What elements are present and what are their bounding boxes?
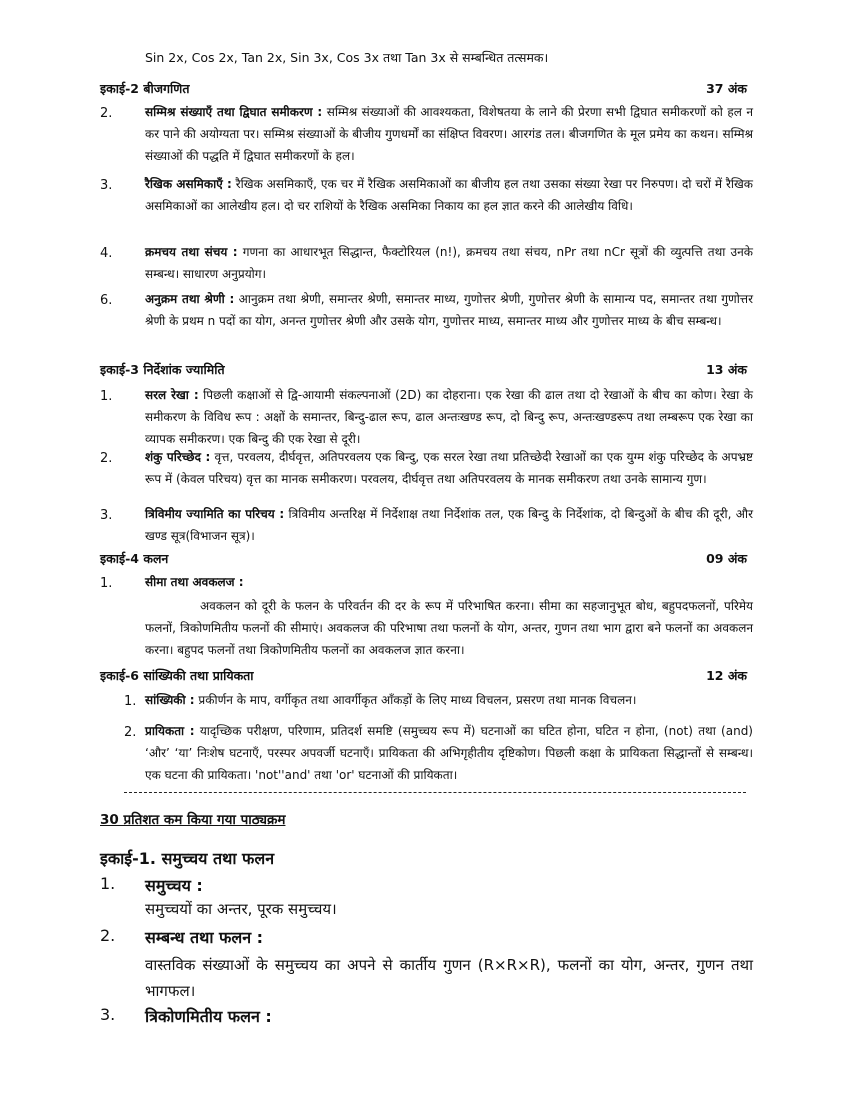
unit6-title: इकाई-6 सांख्यिकी तथा प्रायिकता (100, 668, 254, 683)
item-text: गणना का आधारभूत सिद्धान्त, फैक्टोरियल (n!), क्रमचय तथा संचय, nPr तथा nCr सूत्रों की व्युत्पत्ति तथा उनके सम्बन्ध। साधारण अनुप्रयोग। (145, 245, 753, 281)
item-heading: अनुक्रम तथा श्रेणी : (145, 292, 235, 306)
item-heading: त्रिविमीय ज्यामिति का परिचय : (145, 507, 285, 521)
unit3-item-3d (145, 503, 753, 547)
unit4-marks: 09 अंक (706, 551, 747, 566)
unit3-marks: 13 अंक (706, 362, 747, 377)
unit6-item-probability (145, 720, 753, 786)
item-text: यादृच्छिक परीक्षण, परिणाम, प्रतिदर्श समष्टि (समुच्चय रूप में) घटनाओं का घटित होना, घटित न होना, (not) तथा (and) ‘और’ ‘या’ निःशेष घटनाएँ, परस्पर अपवर्जी घटनाएँ। प्रायिकता की अभिगृहीतीय दृष्टिकोण। पिछली कक्षा के प्रायिकता सिद्धान्तों से सम्बन्ध। एक घटना की प्रायिकता। 'not''and' तथा 'or' घटनाओं की प्रायिकता। (145, 724, 753, 782)
item-text: समुच्चयों का अन्तर, पूरक समुच्चय। (145, 900, 337, 918)
unit3-title: इकाई-3 निर्देशांक ज्यामिति (100, 362, 225, 377)
item-heading: रैखिक असमिकाएँ : (145, 177, 232, 191)
top-line: Sin 2x, Cos 2x, Tan 2x, Sin 3x, Cos 3x तथा Tan 3x से सम्बन्धित तत्समक। (145, 50, 549, 65)
unit6-item-statistics (145, 689, 753, 711)
item-heading: त्रिकोणमितीय फलन : (145, 1007, 272, 1026)
unit2-title: इकाई-2 बीजगणित (100, 81, 190, 96)
separator-line (124, 792, 746, 793)
item-number: 4. (100, 246, 113, 261)
item-number: 1. (100, 389, 113, 404)
item-number: 1. (100, 576, 113, 591)
unit2-item-inequalities (145, 173, 753, 217)
item-text: वास्तविक संख्याओं के समुच्चय का अपने से कार्तीय गुणन (R×R×R), फलनों का योग, अन्तर, गुणन तथा भागफल। (145, 956, 753, 1000)
item-number: 2. (124, 725, 137, 740)
item-text: प्रकीर्णन के माप, वर्गीकृत तथा आवर्गीकृत आँकड़ों के लिए माध्य विचलन, प्रसरण तथा मानक विचलन। (194, 693, 637, 707)
item-number: 3. (100, 1005, 116, 1024)
unit2-item-sequences (145, 288, 753, 332)
item-number: 3. (100, 178, 113, 193)
item-heading: सम्मिश्र संख्याएँ तथा द्विघात समीकरण : (145, 105, 323, 119)
unit2-item-permutations (145, 241, 753, 285)
item-heading: सरल रेखा : (145, 388, 199, 402)
item-number: 3. (100, 508, 113, 523)
unit2-item-complex (145, 101, 753, 167)
reduced-syllabus-title: 30 प्रतिशत कम किया गया पाठ्यक्रम (100, 812, 286, 828)
item-heading: सीमा तथा अवकलज : (145, 575, 244, 589)
item-text: वृत्त, परवलय, दीर्घवृत्त, अतिपरवलय एक बिन्दु, एक सरल रेखा तथा प्रतिच्छेदी रेखाओं का एक युग्म शंकु परिच्छेद के अपभ्रष्ट रूप में (केवल परिचय) वृत्त का मानक समीकरण। परवलय, दीर्घवृत्त तथा अतिपरवलय के मानक समीकरण तथा उनके सामान्य गुण। (145, 450, 753, 486)
unit4-title: इकाई-4 कलन (100, 551, 169, 566)
unit2-marks: 37 अंक (706, 81, 747, 96)
item-number: 6. (100, 293, 113, 308)
item-text: त्रिविमीय अन्तरिक्ष में निर्देशाक्ष तथा निर्देशांक तल, एक बिन्दु के निर्देशांक, दो बिन्दुओं के बीच की दूरी, और खण्ड सूत्र(विभाजन सूत्र)। (145, 507, 753, 543)
item-heading: शंकु परिच्छेद : (145, 450, 211, 464)
unit4-item-limits-heading (145, 571, 753, 593)
item-heading: समुच्चय : (145, 876, 203, 895)
unit6-marks: 12 अंक (706, 668, 747, 683)
item-text: सम्मिश्र संख्याओं की आवश्यकता, विशेषतया के लाने की प्रेरणा सभी द्विघात समीकरणों को हल न कर पाने की अयोग्यता पर। सम्मिश्र संख्याओं के बीजीय गुणधर्मों का संक्षिप्त विवरण। आरगंड तल। बीजगणित के मूल प्रमेय का कथन। सम्मिश्र संख्याओं की पद्धति में द्विघात समीकरणों के हल। (145, 105, 753, 163)
item-number: 2. (100, 926, 116, 945)
item-heading: सांख्यिकी : (145, 693, 195, 707)
unit4-item-limits-text: अवकलन को दूरी के फलन के परिवर्तन की दर के रूप में परिभाषित करना। सीमा का सहजानुभूत बोध, बहुपदफलनों, परिमेय फलनों, त्रिकोणमितीय फलनों की सीमाएं। अवकलज की परिभाषा तथा फलनों के योग, अन्तर, गुणन तथा भाग द्वारा बने फलनों का अवकलन करना। बहुपद फलनों तथा त्रिकोणमितीय फलनों का अवकलज ज्ञात करना। (145, 599, 753, 657)
item-number: 1. (124, 694, 137, 709)
item-text: पिछली कक्षाओं से द्वि-आयामी संकल्पनाओं (2D) का दोहराना। एक रेखा की ढाल तथा दो रेखाओं के बीच का कोण। रेखा के समीकरण के विविध रूप : अक्षों के समान्तर, बिन्दु-ढाल रूप, ढाल अन्तःखण्ड रूप, दो बिन्दु रूप, अन्तःखण्डरूप तथा लम्बरूप एक रेखा का व्यापक समीकरण। एक बिन्दु की एक रेखा से दूरी। (145, 388, 753, 446)
item-number: 1. (100, 874, 116, 893)
item-text: रैखिक असमिकाएँ, एक चर में रैखिक असमिकाओं का बीजीय हल तथा उसका संख्या रेखा पर निरुपण। दो चरों में रैखिक असमिकाओं का आलेखीय हल। दो चर राशियों के रैखिक असमिका निकाय का हल ज्ञात करने की आलेखीय विधि। (145, 177, 753, 213)
item-text: आनुक्रम तथा श्रेणी, समान्तर श्रेणी, समान्तर माध्य, गुणोत्तर श्रेणी, गुणोत्तर श्रेणी के सामान्य पद, समान्तर तथा गुणोत्तर श्रेणी के प्रथम n पदों का योग, अनन्त गुणोत्तर श्रेणी और उसके योग, गुणोत्तर माध्य, समान्तर माध्य और गुणोत्तर माध्य के बीच सम्बन्ध। (145, 292, 753, 328)
reduced-unit-title: इकाई-1. समुच्चय तथा फलन (100, 849, 275, 868)
unit3-item-conics (145, 446, 753, 490)
item-number: 2. (100, 451, 113, 466)
item-heading: क्रमचय तथा संचय : (145, 245, 238, 259)
item-heading: प्रायिकता : (145, 724, 195, 738)
unit3-item-straight-line (145, 384, 753, 450)
item-number: 2. (100, 106, 113, 121)
item-heading: सम्बन्ध तथा फलन : (145, 928, 264, 947)
